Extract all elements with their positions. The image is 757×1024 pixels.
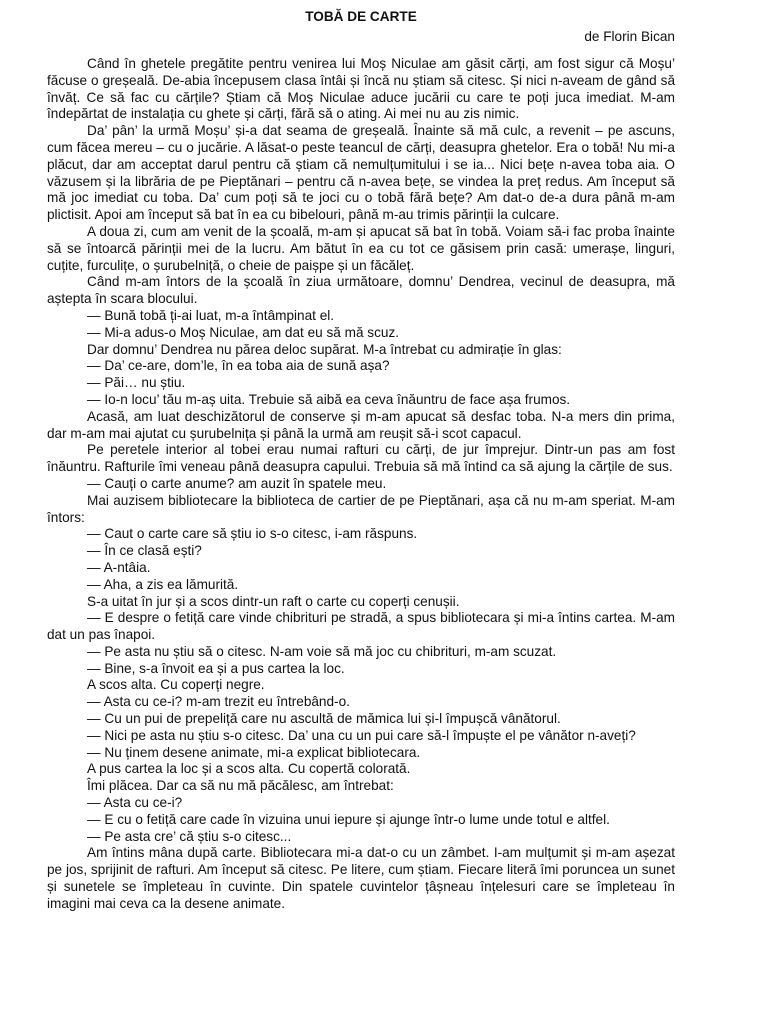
dialogue-line: — Asta cu ce-i? m-am trezit eu întrebând-o.	[87, 694, 350, 710]
dialogue-line: — Bine, s-a învoit ea și a pus cartea la loc.	[87, 660, 345, 676]
dialogue-line: — Cu un pui de prepeliță care nu ascultă de mămica lui și-l împușcă vânătorul.	[87, 711, 561, 727]
paragraph: Pe peretele interior al tobei erau numai rafturi cu cărți, de jur împrejur. Dintr-un pas am fost înăuntru. Rafturile îmi veneau până deasupra capului. Trebuia să mă întind ca să ajung la cărțile de sus.	[47, 442, 675, 475]
dialogue-line: — A-ntâia.	[87, 559, 151, 575]
paragraph: Acasă, am luat deschizătorul de conserve și m-am apucat să desfac toba. N-a mers din prima, dar m-am mai ajutat cu șurubelnița și până la urmă am reușit să-i scot capacul.	[47, 408, 675, 441]
paragraph: Când m-am întors de la școală în ziua următoare, domnu’ Dendrea, vecinul de deasupra, mă aștepta în scara blocului.	[47, 274, 675, 307]
paragraph: S-a uitat în jur și a scos dintr-un raft o carte cu coperți cenușii.	[87, 593, 460, 609]
story-author: de Florin Bican	[584, 29, 675, 44]
dialogue-line: — Pe asta cre’ că știu s-o citesc...	[87, 828, 292, 844]
dialogue-line: — Aha, a zis ea lămurită.	[87, 576, 239, 592]
dialogue-line: — Cauți o carte anume? am auzit în spatele meu.	[87, 475, 387, 491]
paragraph: A scos alta. Cu coperți negre.	[87, 677, 265, 693]
dialogue-line: — Păi… nu știu.	[87, 375, 186, 391]
paragraph: A pus cartea la loc și a scos alta. Cu copertă colorată.	[87, 761, 411, 777]
dialogue-line: — E cu o fetiță care cade în vizuina unui iepure și ajunge într-o lume unde totul e altfel.	[87, 811, 610, 827]
dialogue-line: — Nici pe asta nu știu s-o citesc. Da’ una cu un pui care să-l împuște el pe vânător n-aveți?	[87, 727, 636, 743]
dialogue-line: — Io-n locu’ tău m-aș uita. Trebuie să aibă ea ceva înăuntru de face așa frumos.	[87, 391, 571, 407]
dialogue-line: — Bună tobă ți-ai luat, m-a întâmpinat el.	[87, 307, 335, 323]
paragraph: Mai auzisem bibliotecare la biblioteca de cartier de pe Pieptănari, așa că nu m-am speriat. M-am întors:	[47, 492, 675, 525]
dialogue-line: — Pe asta nu știu să o citesc. N-am voie să mă joc cu chibrituri, m-am scuzat.	[87, 643, 557, 659]
paragraph: Da’ pân’ la urmă Moșu’ și-a dat seama de greșeală. Înainte să mă culc, a revenit – pe ascuns, cum făcea mereu – cu o jucărie. A lăsat-o peste teancul de cărți, deasupra ghetelor. Era o tobă! Nu mi-a plăcut, dar am acceptat darul pentru că știam că nemulțumitului i se ia... Nici bețe n-avea toba aia. O văzusem și la librăria de pe Pieptănari – pentru că n-avea bețe, se vindea la preț redus. Am început să mă joc imediat cu toba. Da’ cum poți să te joci cu o tobă fără bețe? Am dat-o de-a dura până m-am plictisit. Apoi am început să bat în ea cu bibelouri, până m-au trimis părinții la culcare.	[47, 123, 675, 223]
dialogue-line: — În ce clasă ești?	[87, 543, 202, 559]
dialogue-line: — Asta cu ce-i?	[87, 795, 183, 811]
paragraph: Îmi plăcea. Dar ca să nu mă păcălesc, am întrebat:	[87, 778, 394, 794]
dialogue-line: — Mi-a adus-o Moș Niculae, am dat eu să mă scuz.	[87, 324, 400, 340]
paragraph: Când în ghetele pregătite pentru venirea lui Moș Niculae am găsit cărți, am fost sigur că Moșu’ făcuse o greșeală. De-abia începusem clasa întâi și încă nu știam să citesc. Și nici n-aveam de gând să învăț. Ce să fac cu cărțile? Știam că Moș Niculae aduce jucării cu care te poți juca imediat. M-am îndepărtat de instalația cu ghete și cărți, fără să o ating. Ai mei nu au zis nimic.	[47, 56, 675, 122]
story-body	[47, 56, 675, 913]
document-page	[47, 8, 675, 913]
dialogue-line: — Da’ ce-are, dom’le, în ea toba aia de sună așa?	[87, 358, 390, 374]
dialogue-line: — E despre o fetiță care vinde chibrituri pe stradă, a spus bibliotecara și mi-a întins cartea. M-am dat un pas înapoi.	[47, 610, 675, 643]
paragraph: Dar domnu’ Dendrea nu părea deloc supărat. M-a întrebat cu admirație în glas:	[87, 341, 562, 357]
story-title: TOBĂ DE CARTE	[305, 9, 417, 24]
paragraph: Am întins mâna după carte. Bibliotecara mi-a dat-o cu un zâmbet. I-am mulțumit și m-am așezat pe jos, sprijinit de rafturi. Am început să citesc. Pe litere, cum știam. Fiecare literă îmi poruncea un sunet și sunetele se împleteau în cuvinte. Din spatele cuvintelor țâșneau înțelesuri care se împleteau în imagini mai ceva ca la desene animate.	[47, 845, 675, 911]
dialogue-line: — Caut o carte care să știu io s-o citesc, i-am răspuns.	[87, 526, 418, 542]
paragraph: A doua zi, cum am venit de la școală, m-am și apucat să bat în tobă. Voiam să-i fac proba înainte să se întoarcă părinții mei de la lucru. Am bătut în ea cu tot ce găsisem prin casă: umerașe, linguri, cuțite, furculițe, o șurubelniță, o cheie de paișpe și un făcăleț.	[47, 223, 675, 273]
dialogue-line: — Nu ținem desene animate, mi-a explicat bibliotecara.	[87, 744, 421, 760]
